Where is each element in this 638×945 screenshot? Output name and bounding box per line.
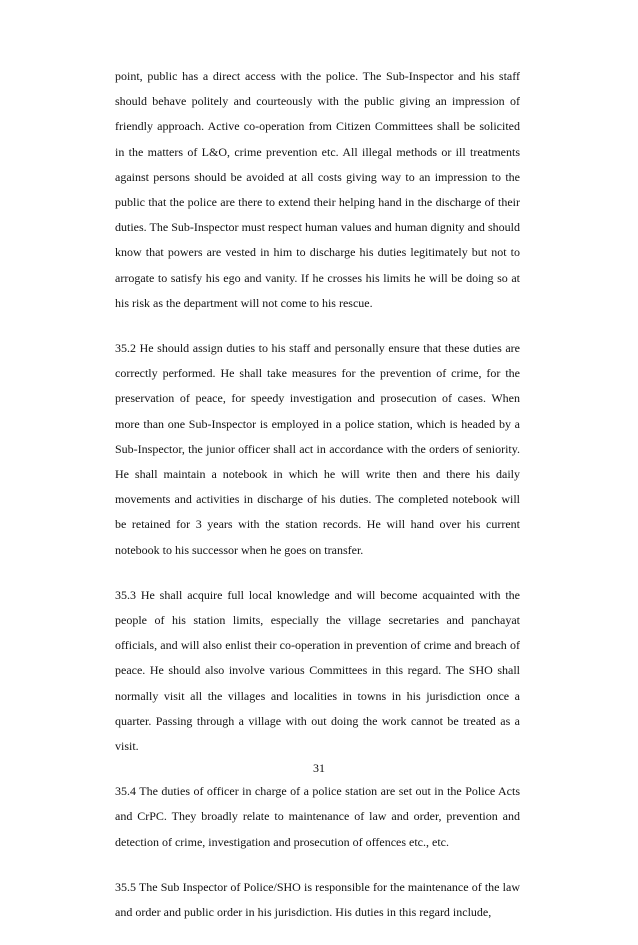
paragraph-35-2: 35.2 He should assign duties to his staff and personally ensure that these duties are correctly performed. He shall take measures for the prevention of crime, for the preservation of peace, for speedy investigation and prosecution of cases. When more than one Sub-Inspector is employed in a police station, which is headed by a Sub-Inspector, the junior officer shall act in accordance with the orders of seniority. He shall maintain a notebook in which he will write then and there his daily movements and activities in discharge of his duties. The completed notebook will be retained for 3 years with the station records. He will hand over his current notebook to his successor when he goes on transfer. <box>115 341 520 557</box>
paragraph-continuation: point, public has a direct access with the police. The Sub-Inspector and his staff should behave politely and courteously with the public giving an impression of friendly approach. Active co-operation from Citizen Committees shall be solicited in the matters of L&O, crime prevention etc. All illegal methods or ill treatments against persons should be avoided at all costs giving way to an impression to the public that the police are there to extend their helping hand in the discharge of their duties. The Sub-Inspector must respect human values and human dignity and should know that powers are vested in him to discharge his duties legitimately but not to arrogate to satisfy his ego and vanity. If he crosses his limits he will be doing so at his risk as the department will not come to his rescue. <box>115 69 520 310</box>
page-number: 31 <box>313 761 325 775</box>
paragraph-35-3: 35.3 He shall acquire full local knowledge and will become acquainted with the people of his station limits, especially the village secretaries and panchayat officials, and will also enlist their co-operation in prevention of crime and breach of peace. He should also involve various Committees in this regard. The SHO shall normally visit all the villages and localities in towns in his jurisdiction once a quarter. Passing through a village with out doing the work cannot be treated as a visit. <box>115 587 520 754</box>
paragraph-35-5: 35.5 The Sub Inspector of Police/SHO is responsible for the maintenance of the law and order and public order in his jurisdiction. His duties in this regard include, <box>115 879 520 920</box>
page-body <box>115 64 520 945</box>
paragraph-35-4: 35.4 The duties of officer in charge of a police station are set out in the Police Acts and CrPC. They broadly relate to maintenance of law and order, prevention and detection of crime, investigation and prosecution of offences etc., etc. <box>115 784 520 849</box>
